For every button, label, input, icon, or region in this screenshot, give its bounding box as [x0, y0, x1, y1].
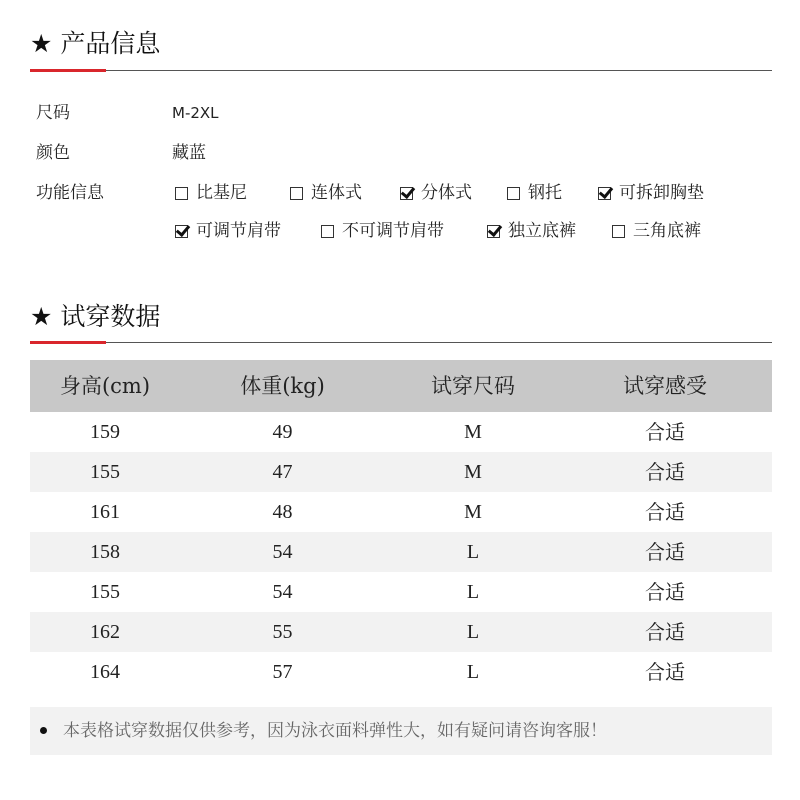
cell-weight: 57: [272, 661, 293, 683]
cell-height: 159: [90, 421, 120, 443]
cell-size: L: [466, 621, 480, 643]
cell-weight: 55: [272, 621, 293, 643]
cell-size: M: [464, 421, 482, 443]
cell-weight: 54: [272, 581, 293, 603]
checkbox-checked-icon: [175, 225, 188, 238]
fit-data-header: [30, 300, 772, 348]
section-divider: [30, 342, 772, 343]
cell-feeling: 合适: [645, 500, 685, 524]
section-accent-bar: [30, 69, 106, 72]
feature-label: 不可调节肩带: [342, 221, 444, 241]
checkbox-checked-icon: [400, 187, 413, 200]
table-row: [30, 532, 772, 572]
fit-data-table: [30, 360, 772, 692]
size-value: M-2XL: [172, 104, 219, 122]
cell-size: M: [464, 461, 482, 483]
checkbox-icon: [290, 187, 303, 200]
feature-removable-pads: [598, 181, 704, 205]
feature-label: 分体式: [421, 183, 472, 203]
table-row: [30, 652, 772, 692]
cell-weight: 48: [272, 501, 293, 523]
function-label: 功能信息: [36, 183, 104, 203]
table-row: [30, 492, 772, 532]
checkbox-checked-icon: [487, 225, 500, 238]
feature-fixed-straps: [321, 219, 444, 243]
table-row: [30, 572, 772, 612]
feature-adjustable-straps: [175, 219, 281, 243]
header-height: 身高(cm): [59, 374, 151, 398]
feature-underwire: [507, 181, 562, 205]
section-accent-bar: [30, 341, 106, 344]
table-row: [30, 412, 772, 452]
feature-label: 钢托: [528, 183, 562, 203]
cell-feeling: 合适: [645, 460, 685, 484]
feature-one-piece: [290, 181, 362, 205]
header-feeling: 试穿感受: [623, 374, 707, 398]
checkbox-icon: [321, 225, 334, 238]
feature-two-piece: [400, 181, 472, 205]
feature-label: 可调节肩带: [196, 221, 281, 241]
cell-size: L: [466, 661, 480, 683]
color-label: 颜色: [36, 143, 70, 163]
cell-height: 158: [90, 541, 120, 563]
cell-weight: 54: [272, 541, 293, 563]
product-info-header: [30, 27, 772, 75]
cell-height: 155: [90, 461, 120, 483]
header-size: 试穿尺码: [431, 374, 515, 398]
checkbox-icon: [507, 187, 520, 200]
product-info-title: ★ 产品信息: [30, 29, 161, 58]
size-label: 尺码: [36, 103, 70, 123]
section-divider: [30, 70, 772, 71]
cell-height: 164: [90, 661, 120, 683]
feature-label: 比基尼: [196, 183, 247, 203]
feature-bikini: [175, 181, 247, 205]
cell-height: 155: [90, 581, 120, 603]
cell-feeling: 合适: [645, 620, 685, 644]
cell-feeling: 合适: [645, 420, 685, 444]
feature-separate-bottom: [487, 219, 576, 243]
feature-label: 连体式: [311, 183, 362, 203]
feature-label: 可拆卸胸垫: [619, 183, 704, 203]
header-weight: 体重(kg): [240, 374, 325, 398]
feature-label: 三角底裤: [633, 221, 701, 241]
table-row: [30, 612, 772, 652]
feature-triangle-bottom: [612, 219, 701, 243]
table-row: [30, 452, 772, 492]
cell-height: 162: [90, 621, 120, 643]
checkbox-icon: [612, 225, 625, 238]
cell-feeling: 合适: [645, 580, 685, 604]
checkbox-icon: [175, 187, 188, 200]
cell-size: L: [466, 581, 480, 603]
cell-weight: 47: [272, 461, 293, 483]
cell-weight: 49: [272, 421, 293, 443]
table-header-row: [30, 360, 772, 412]
cell-feeling: 合适: [645, 660, 685, 684]
cell-size: M: [464, 501, 482, 523]
feature-label: 独立底裤: [508, 221, 576, 241]
disclaimer-text: 本表格试穿数据仅供参考，因为泳衣面料弹性大，如有疑问请咨询客服！: [63, 721, 607, 741]
color-value: 藏蓝: [172, 143, 206, 163]
disclaimer-note: [30, 707, 772, 755]
cell-feeling: 合适: [645, 540, 685, 564]
cell-size: L: [466, 541, 480, 563]
fit-data-title: ★ 试穿数据: [30, 302, 161, 331]
cell-height: 161: [90, 501, 120, 523]
bullet-icon: [40, 727, 47, 734]
checkbox-checked-icon: [598, 187, 611, 200]
